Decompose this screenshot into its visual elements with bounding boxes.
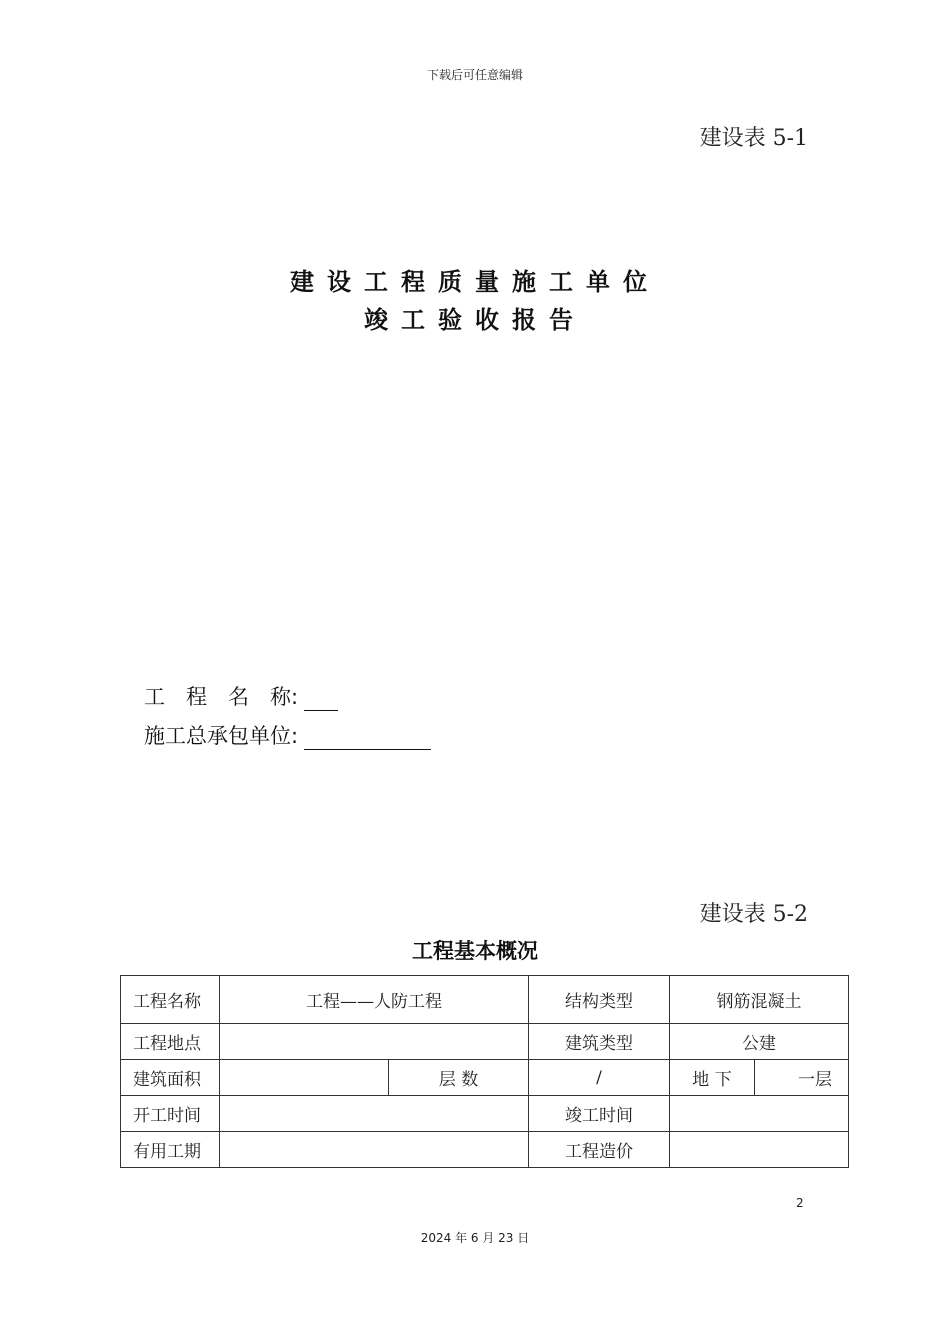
cell-label: 工程名称: [121, 976, 220, 1024]
cell-label: 开工时间: [121, 1096, 220, 1132]
cell-value[interactable]: 钢筋混凝土: [670, 976, 849, 1024]
cell-value[interactable]: [670, 1132, 849, 1168]
project-overview-table: [120, 975, 849, 1168]
cell-value[interactable]: 工程——人防工程: [220, 976, 529, 1024]
project-name-blank[interactable]: [304, 686, 338, 711]
table-row: [121, 976, 849, 1024]
cell-value[interactable]: [220, 1096, 529, 1132]
cell-value[interactable]: [670, 1096, 849, 1132]
form-code-5-1: 建设表 5-1: [699, 126, 808, 151]
contractor-label: 施工总承包单位:: [144, 724, 299, 748]
cell-label: 工程造价: [529, 1132, 670, 1168]
cell-label: 竣工时间: [529, 1096, 670, 1132]
table-row: [121, 1132, 849, 1168]
table-row: [121, 1096, 849, 1132]
report-title-line1: 建设工程质量施工单位: [290, 268, 660, 296]
table-title: 工程基本概况: [412, 939, 538, 963]
cell-label: 结构类型: [529, 976, 670, 1024]
cell-label: 建筑面积: [121, 1060, 220, 1096]
cell-value[interactable]: 一层: [755, 1060, 849, 1096]
contractor-field: [144, 720, 431, 750]
cell-label: 工程地点: [121, 1024, 220, 1060]
table-row: [121, 1024, 849, 1060]
cell-label: 层 数: [389, 1060, 529, 1096]
footer-date: 2024 年 6 月 23 日: [420, 1231, 530, 1245]
cell-label: 有用工期: [121, 1132, 220, 1168]
page-number: 2: [796, 1196, 804, 1210]
project-name-field: [144, 681, 338, 711]
table-row: [121, 1060, 849, 1096]
cell-value[interactable]: [220, 1024, 529, 1060]
header-note: 下载后可任意编辑: [426, 68, 523, 82]
cell-value[interactable]: [220, 1060, 389, 1096]
cell-value[interactable]: 公建: [670, 1024, 849, 1060]
cell-value[interactable]: [220, 1132, 529, 1168]
cell-value[interactable]: /: [529, 1060, 670, 1096]
project-name-label: 工 程 名 称:: [144, 685, 299, 709]
form-code-5-2: 建设表 5-2: [699, 902, 808, 927]
report-title-line2: 竣工验收报告: [364, 306, 586, 334]
cell-label: 建筑类型: [529, 1024, 670, 1060]
contractor-blank[interactable]: [304, 725, 431, 750]
cell-label: 地 下: [670, 1060, 755, 1096]
